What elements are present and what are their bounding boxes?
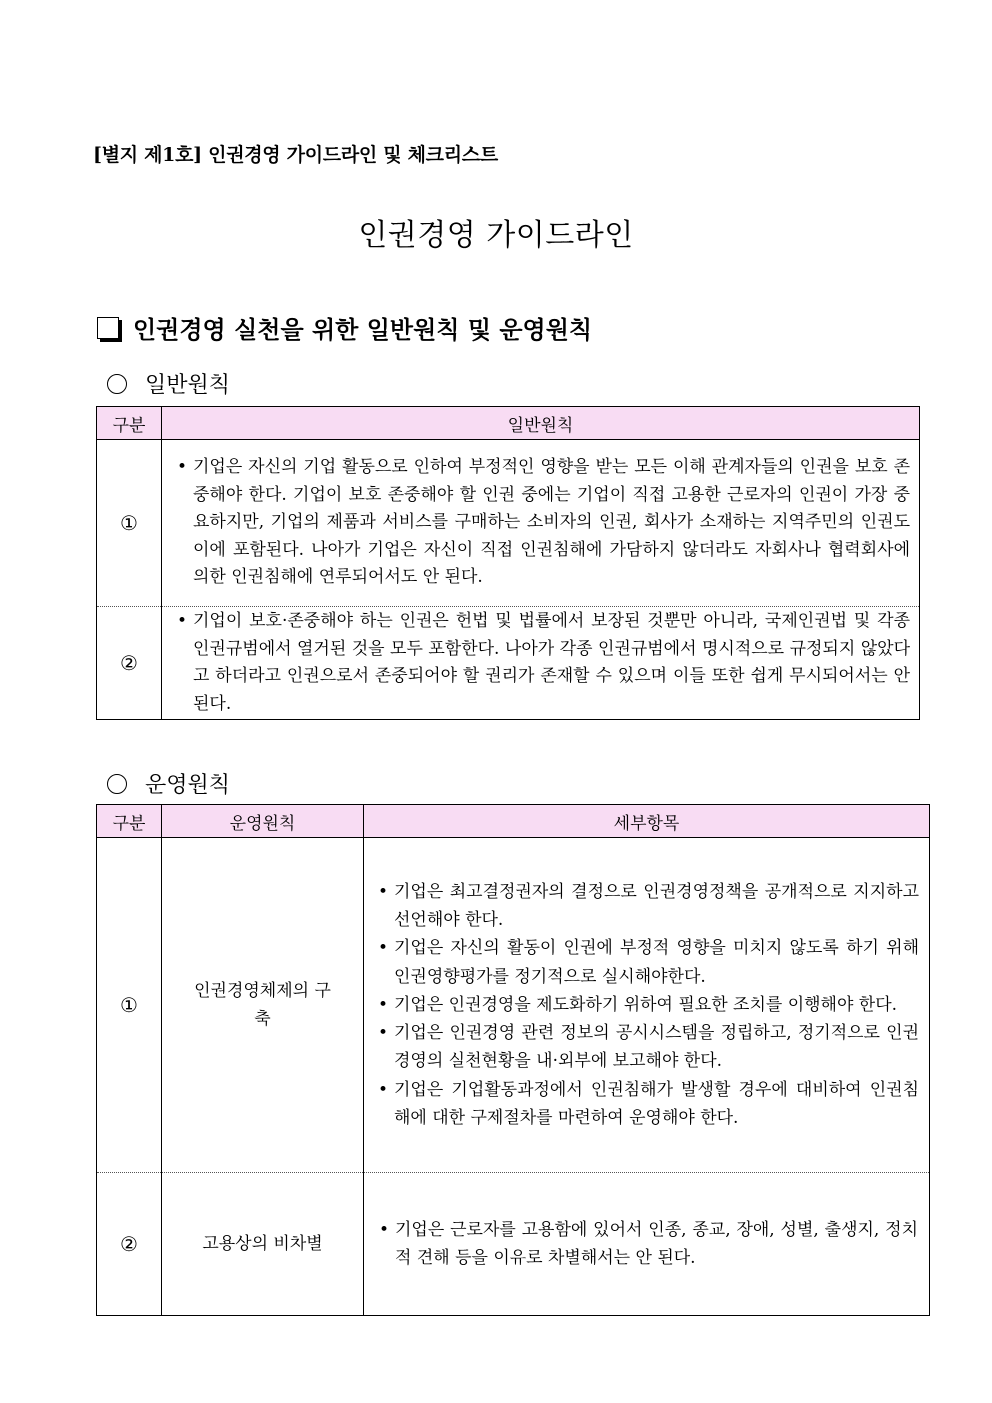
general-principles-heading xyxy=(107,368,230,399)
detail-item: • 기업은 인권경영을 제도화하기 위하여 필요한 조치를 이행해야 한다. xyxy=(364,991,929,1019)
principle-text: • 기업이 보호·존중해야 하는 인권은 헌법 및 법률에서 보장된 것뿐만 아니라, 국제인권법 및 각종 인권규범에서 열거된 것을 모두 포함한다. 나아가 각종 인권규범에서 명시적으로 규정되지 않았다고 하더라고 인권으로서 존중되어야 할 권리가 존재할 수 있으며 이들 또한 쉽게 무시되어서는 안 된다. xyxy=(163,608,918,718)
section-heading xyxy=(97,310,592,345)
general-principles-heading-text: 일반원칙 xyxy=(145,373,231,398)
principle-cell xyxy=(162,440,920,607)
table-row xyxy=(97,607,920,720)
detail-item: • 기업은 최고결정권자의 결정으로 인권경영정책을 공개적으로 지지하고 선언해야 한다. xyxy=(364,878,929,934)
operating-principles-table xyxy=(96,804,930,1316)
operating-principle-text: 인권경영체제의 구축 xyxy=(194,981,331,1029)
operating-principle-cell: 고용상의 비차별 xyxy=(162,1173,364,1316)
section-heading-text: 인권경영 실천을 위한 일반원칙 및 운영원칙 xyxy=(133,315,593,344)
page-title: 인권경영 가이드라인 xyxy=(358,218,634,253)
details-cell xyxy=(364,838,930,1173)
col-header-division: 구분 xyxy=(97,407,162,440)
table-row xyxy=(97,838,930,1173)
operating-principles-heading xyxy=(107,768,230,799)
principle-text: • 기업은 자신의 기업 활동으로 인하여 부정적인 영향을 받는 모든 이해 관계자들의 인권을 보호 존중해야 한다. 기업이 보호 존중해야 할 인권 중에는 기업이 직접 고용한 근로자의 인권이 가장 중요하지만, 기업의 제품과 서비스를 구매하는 소비자의 인권, 회사가 소재하는 지역주민의 인권도 이에 포함된다. 나아가 기업은 자신이 직접 인권침해에 가담하지 않더라도 자회사나 협력회사에 의한 인권침해에 연루되어서도 안 된다. xyxy=(163,454,918,592)
row-number: ② xyxy=(97,607,162,720)
col-header-general-principle: 일반원칙 xyxy=(162,407,920,440)
annex-label: [별지 제1호] 인권경영 가이드라인 및 체크리스트 xyxy=(93,144,498,166)
operating-principles-heading-text: 운영원칙 xyxy=(145,773,231,798)
detail-item: • 기업은 인권경영 관련 정보의 공시시스템을 정립하고, 정기적으로 인권 경영의 실천현황을 내·외부에 보고해야 한다. xyxy=(364,1019,929,1075)
general-principles-table xyxy=(96,406,920,720)
principle-cell xyxy=(162,607,920,720)
table-row xyxy=(97,1173,930,1316)
table-header-row xyxy=(97,407,920,440)
row-number: ① xyxy=(97,440,162,607)
checkbox-square-icon xyxy=(97,317,119,339)
col-header-operating-principle: 운영원칙 xyxy=(162,805,364,838)
table-header-row xyxy=(97,805,930,838)
table-row xyxy=(97,440,920,607)
row-number: ② xyxy=(97,1173,162,1316)
row-number: ① xyxy=(97,838,162,1173)
circle-bullet-icon xyxy=(107,374,127,394)
col-header-details: 세부항목 xyxy=(364,805,930,838)
operating-principle-cell xyxy=(162,838,364,1173)
detail-item: • 기업은 기업활동과정에서 인권침해가 발생할 경우에 대비하여 인권침해에 대한 구제절차를 마련하여 운영해야 한다. xyxy=(364,1076,929,1132)
details-cell xyxy=(364,1173,930,1316)
circle-bullet-icon xyxy=(107,774,127,794)
detail-item: • 기업은 자신의 활동이 인권에 부정적 영향을 미치지 않도록 하기 위해 인권영향평가를 정기적으로 실시해야한다. xyxy=(364,934,929,990)
col-header-division: 구분 xyxy=(97,805,162,838)
detail-item: • 기업은 근로자를 고용함에 있어서 인종, 종교, 장애, 성별, 출생지, 정치적 견해 등을 이유로 차별해서는 안 된다. xyxy=(365,1216,928,1272)
